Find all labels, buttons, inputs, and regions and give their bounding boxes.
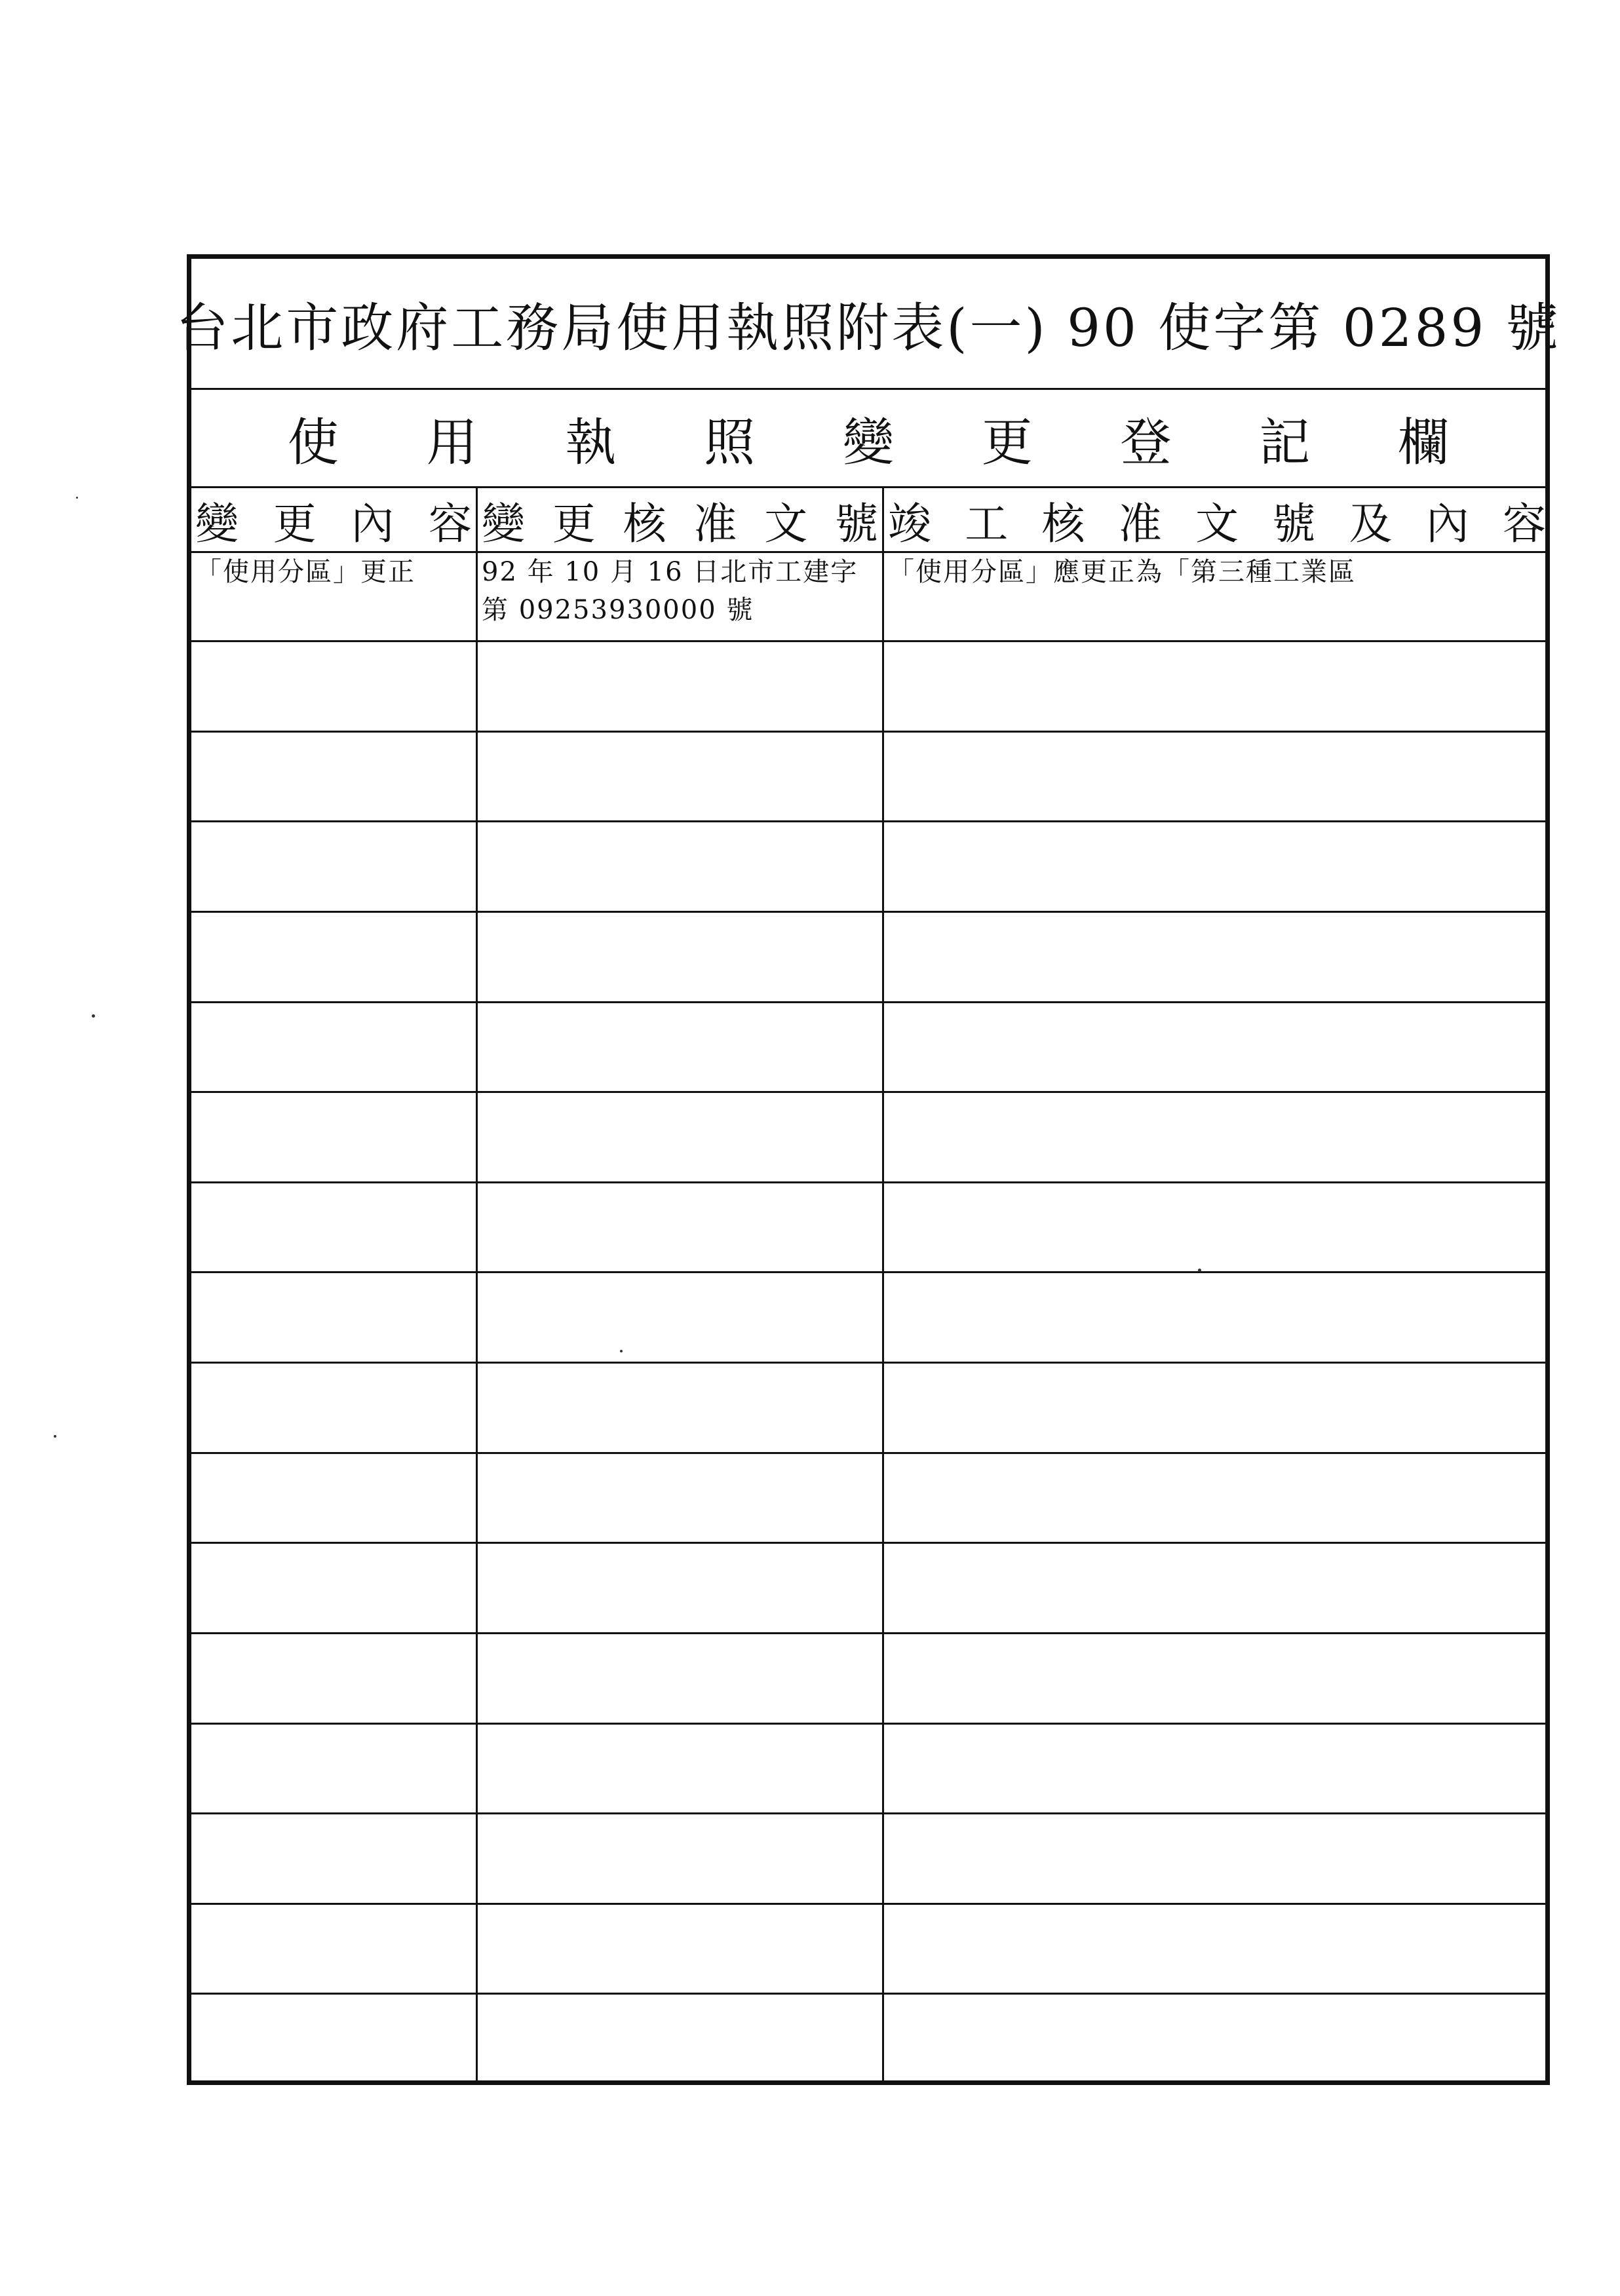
empty-table-cell: [191, 1454, 478, 1544]
section-char: 記: [1259, 413, 1311, 472]
empty-table-cell: [884, 822, 1550, 913]
entry-change-content: 「使用分區」更正: [191, 553, 478, 642]
section-char: 變: [842, 413, 894, 472]
empty-table-cell: [191, 1003, 478, 1094]
empty-table-cell: [478, 1995, 884, 2085]
empty-table-cell: [884, 1093, 1550, 1183]
empty-table-cell: [478, 913, 884, 1003]
scan-speck: [76, 497, 78, 499]
empty-table-cell: [478, 1093, 884, 1183]
document-title: 台北市政府工務局使用執照附表(一) 90 使字第 0289 號: [191, 259, 1545, 390]
section-char: 用: [426, 413, 478, 472]
scan-speck: [620, 1350, 623, 1352]
empty-table-cell: [191, 733, 478, 823]
empty-table-cell: [884, 1273, 1550, 1364]
empty-table-cell: [478, 642, 884, 733]
empty-table-cell: [478, 1634, 884, 1725]
empty-table-cell: [478, 733, 884, 823]
empty-table-cell: [191, 1273, 478, 1364]
empty-table-cell: [191, 822, 478, 913]
empty-table-cell: [191, 1634, 478, 1725]
empty-table-cell: [191, 1183, 478, 1274]
empty-table-cell: [884, 1364, 1550, 1454]
section-title: [191, 390, 1545, 488]
section-char: 執: [565, 413, 617, 472]
empty-table-cell: [478, 1814, 884, 1905]
empty-table-cell: [478, 1725, 884, 1815]
empty-table-cell: [191, 1725, 478, 1815]
empty-table-cell: [191, 1544, 478, 1634]
empty-table-cell: [191, 913, 478, 1003]
empty-table-cell: [884, 1634, 1550, 1725]
empty-table-cell: [478, 822, 884, 913]
empty-table-cell: [478, 1905, 884, 1995]
scan-speck: [1198, 1269, 1201, 1272]
empty-table-cell: [884, 1725, 1550, 1815]
empty-table-cell: [478, 1364, 884, 1454]
column-header-completion-content: 竣 工 核 准 文 號 及 內 容: [884, 488, 1550, 553]
empty-table-cell: [884, 1544, 1550, 1634]
empty-table-cell: [884, 913, 1550, 1003]
empty-table-cell: [884, 733, 1550, 823]
empty-table-cell: [478, 1454, 884, 1544]
scan-speck: [54, 1435, 56, 1438]
empty-table-cell: [191, 1093, 478, 1183]
empty-table-cell: [191, 642, 478, 733]
section-char: 使: [287, 413, 339, 472]
registration-sheet: [176, 254, 1561, 2085]
entry-approval-number: 92 年 10 月 16 日北市工建字第 09253930000 號: [478, 553, 884, 642]
section-char: 照: [704, 413, 756, 472]
section-char: 欄: [1398, 413, 1450, 472]
section-char: 更: [981, 413, 1033, 472]
empty-table-cell: [191, 1364, 478, 1454]
empty-table-cell: [884, 642, 1550, 733]
empty-table-cell: [884, 1814, 1550, 1905]
empty-table-cell: [478, 1183, 884, 1274]
empty-table-cell: [884, 1454, 1550, 1544]
column-header-change-content: 變 更 內 容: [191, 488, 478, 553]
empty-table-cell: [191, 1814, 478, 1905]
empty-table-cell: [478, 1273, 884, 1364]
column-header-approval-number: 變 更 核 准 文 號: [478, 488, 884, 553]
empty-table-cell: [478, 1003, 884, 1094]
empty-table-cell: [884, 1995, 1550, 2085]
empty-table-cell: [884, 1183, 1550, 1274]
section-char: 登: [1120, 413, 1172, 472]
empty-table-cell: [884, 1905, 1550, 1995]
entry-completion-content: 「使用分區」應更正為「第三種工業區: [884, 553, 1550, 642]
empty-table-cell: [478, 1544, 884, 1634]
empty-table-cell: [884, 1003, 1550, 1094]
empty-table-cell: [191, 1995, 478, 2085]
empty-table-cell: [191, 1905, 478, 1995]
scan-speck: [92, 1014, 95, 1018]
change-registration-table: [191, 488, 1545, 2085]
